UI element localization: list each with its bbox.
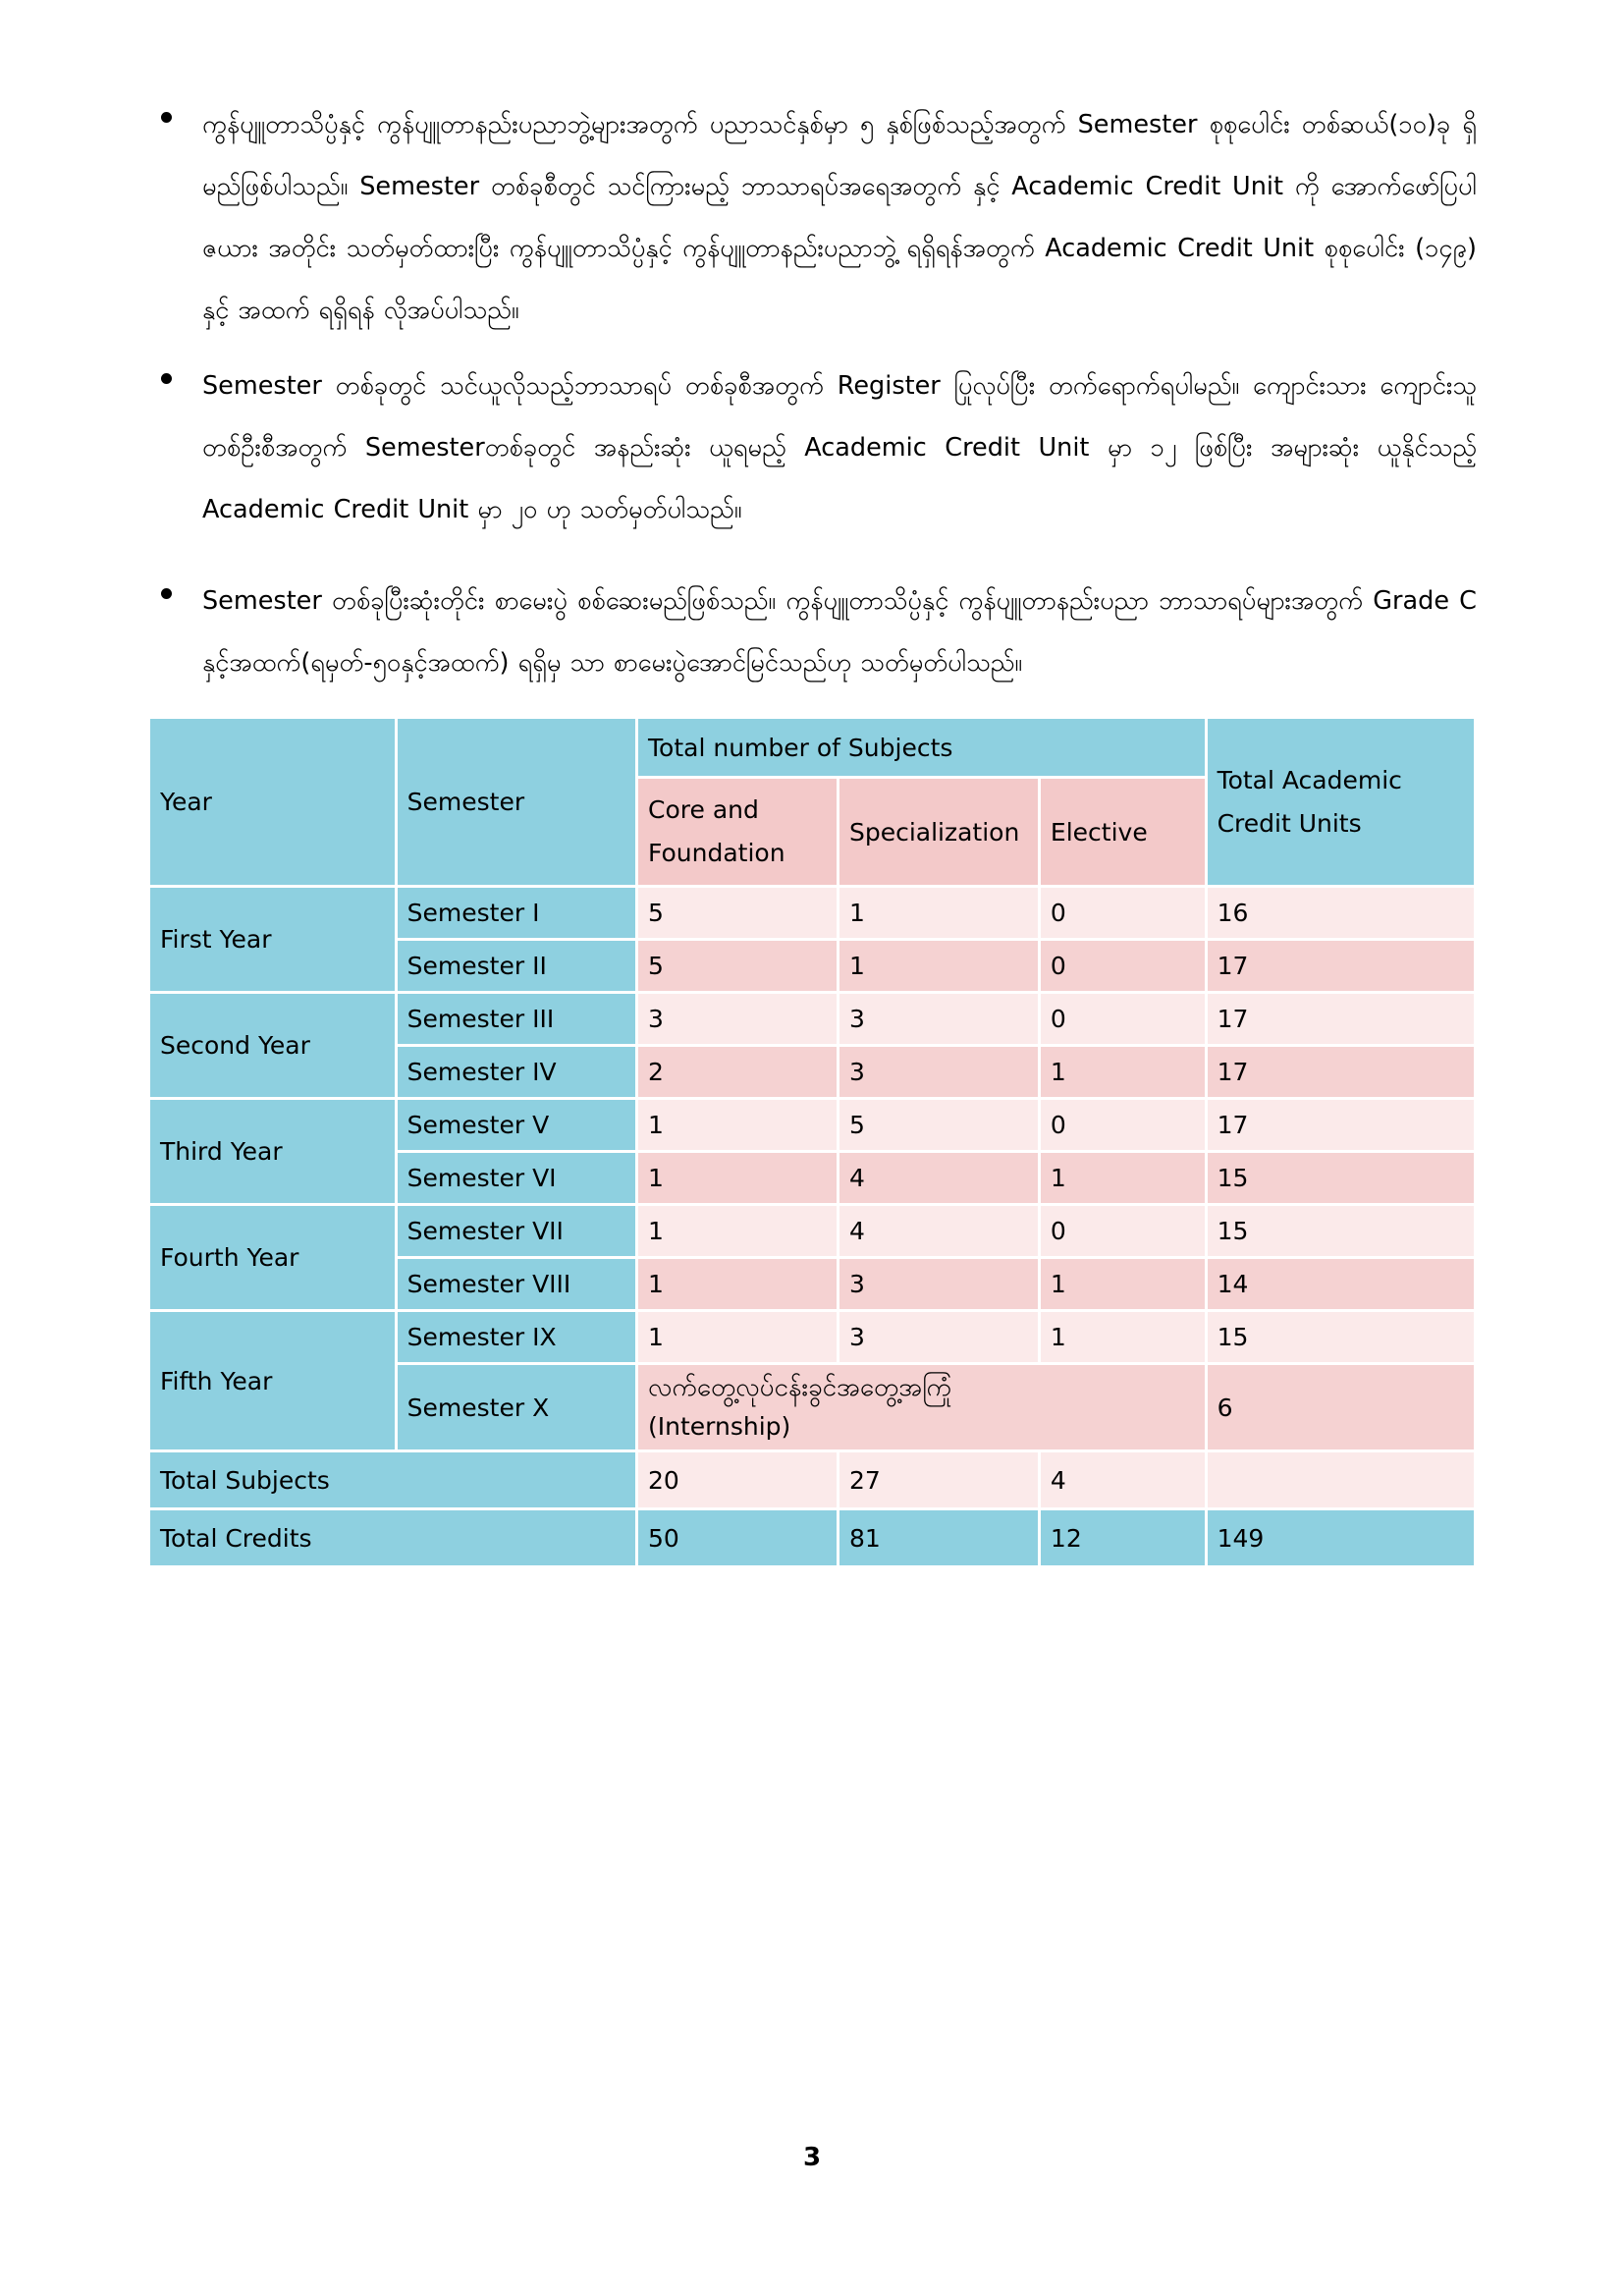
cell-credits: 17 bbox=[1208, 994, 1474, 1044]
table-row-total-credits bbox=[150, 1510, 1474, 1565]
cell-total-credits-label: Total Credits bbox=[150, 1510, 635, 1565]
list-item bbox=[147, 571, 1477, 694]
table-header bbox=[150, 719, 1474, 885]
cell-total-subjects-specialization: 27 bbox=[839, 1452, 1038, 1507]
cell-semester: Semester IX bbox=[398, 1312, 635, 1362]
header-total-number-of-subjects: Total number of Subjects bbox=[638, 719, 1205, 776]
cell-year: Second Year bbox=[150, 994, 395, 1097]
cell-specialization: 4 bbox=[839, 1153, 1038, 1203]
list-item bbox=[147, 355, 1477, 541]
cell-core: 1 bbox=[638, 1100, 837, 1150]
header-elective: Elective bbox=[1041, 779, 1205, 885]
credit-structure-table bbox=[147, 716, 1477, 1568]
cell-elective: 1 bbox=[1041, 1259, 1205, 1309]
cell-semester: Semester III bbox=[398, 994, 635, 1044]
credit-structure-table-wrapper bbox=[147, 716, 1477, 1568]
cell-specialization: 3 bbox=[839, 1312, 1038, 1362]
cell-specialization: 5 bbox=[839, 1100, 1038, 1150]
cell-elective: 1 bbox=[1041, 1047, 1205, 1097]
table-row bbox=[150, 1312, 1474, 1362]
cell-year: Third Year bbox=[150, 1100, 395, 1203]
table-row bbox=[150, 888, 1474, 938]
header-total-credit-units-line1: Total Academic bbox=[1217, 765, 1402, 794]
cell-elective: 0 bbox=[1041, 1100, 1205, 1150]
cell-year: Fourth Year bbox=[150, 1206, 395, 1309]
header-specialization: Specialization bbox=[839, 779, 1038, 885]
cell-elective: 0 bbox=[1041, 888, 1205, 938]
cell-credits: 14 bbox=[1208, 1259, 1474, 1309]
list-item bbox=[147, 94, 1477, 342]
cell-credits: 16 bbox=[1208, 888, 1474, 938]
cell-specialization: 4 bbox=[839, 1206, 1038, 1256]
paragraph-registration-credits: Semester တစ်ခုတွင် သင်ယူလိုသည့်ဘာသာရပ် တစ်ခုစီအတွက် Register ပြုလုပ်ပြီး တက်ရောက်ရပါမည်။ ကျောင်းသား ကျောင်းသူတစ်ဦးစီအတွက် Semesterတစ်ခုတွင် အနည်းဆုံး ယူရမည့် Academic Credit Unit မှာ ၁၂ ဖြစ်ပြီး အများဆုံး ယူနိုင်သည့် Academic Credit Unit မှာ ၂၀ ဟု သတ်မှတ်ပါသည်။ bbox=[202, 371, 1477, 524]
cell-credits: 15 bbox=[1208, 1153, 1474, 1203]
cell-total-subjects-core: 20 bbox=[638, 1452, 837, 1507]
table-row bbox=[150, 994, 1474, 1044]
cell-core: 5 bbox=[638, 941, 837, 991]
cell-semester: Semester X bbox=[398, 1365, 635, 1449]
header-total-academic-credit-units bbox=[1208, 719, 1474, 885]
cell-total-subjects-credits bbox=[1208, 1452, 1474, 1507]
cell-credits: 15 bbox=[1208, 1206, 1474, 1256]
cell-elective: 0 bbox=[1041, 1206, 1205, 1256]
cell-credits: 17 bbox=[1208, 1100, 1474, 1150]
cell-core: 5 bbox=[638, 888, 837, 938]
cell-semester: Semester V bbox=[398, 1100, 635, 1150]
cell-elective: 1 bbox=[1041, 1312, 1205, 1362]
cell-semester: Semester II bbox=[398, 941, 635, 991]
cell-core: 1 bbox=[638, 1206, 837, 1256]
cell-total-credits-core: 50 bbox=[638, 1510, 837, 1565]
header-core-line1: Core and bbox=[648, 795, 759, 824]
bullet-point-icon bbox=[161, 373, 172, 384]
cell-core: 1 bbox=[638, 1259, 837, 1309]
cell-year: First Year bbox=[150, 888, 395, 991]
header-core-line2: Foundation bbox=[648, 839, 785, 867]
paragraph-semester-overview: ကွန်ပျူတာသိပ္ပံနှင့် ကွန်ပျူတာနည်းပညာဘွဲ့များအတွက် ပညာသင်နှစ်မှာ ၅ နှစ်ဖြစ်သည့်အတွက် Semester စုစုပေါင်း တစ်ဆယ်(၁၀)ခု ရှိမည်ဖြစ်ပါသည်။ Semester တစ်ခုစီတွင် သင်ကြားမည့် ဘာသာရပ်အရေအတွက် နှင့် Academic Credit Unit ကို အောက်ဖော်ပြပါဇယား အတိုင်း သတ်မှတ်ထားပြီး ကွန်ပျူတာသိပ္ပံနှင့် ကွန်ပျူတာနည်းပညာဘွဲ့ ရရှိရန်အတွက် Academic Credit Unit စုစုပေါင်း (၁၄၉) နှင့် အထက် ရရှိရန် လိုအပ်ပါသည်။ bbox=[202, 110, 1477, 325]
cell-core: 1 bbox=[638, 1312, 837, 1362]
cell-specialization: 3 bbox=[839, 1047, 1038, 1097]
header-total-credit-units-line2: Credit Units bbox=[1217, 808, 1362, 838]
cell-total-subjects-elective: 4 bbox=[1041, 1452, 1205, 1507]
cell-total-credits-grand-total: 149 bbox=[1208, 1510, 1474, 1565]
header-core-and-foundation bbox=[638, 779, 837, 885]
cell-semester: Semester VII bbox=[398, 1206, 635, 1256]
cell-elective: 1 bbox=[1041, 1153, 1205, 1203]
cell-semester: Semester IV bbox=[398, 1047, 635, 1097]
bullet-point-icon bbox=[161, 112, 172, 123]
cell-specialization: 1 bbox=[839, 888, 1038, 938]
cell-specialization: 3 bbox=[839, 1259, 1038, 1309]
cell-internship bbox=[638, 1365, 1205, 1449]
cell-specialization: 3 bbox=[839, 994, 1038, 1044]
cell-core: 2 bbox=[638, 1047, 837, 1097]
table-body bbox=[150, 888, 1474, 1565]
cell-semester: Semester VI bbox=[398, 1153, 635, 1203]
header-semester: Semester bbox=[398, 719, 635, 885]
cell-specialization: 1 bbox=[839, 941, 1038, 991]
cell-core: 1 bbox=[638, 1153, 837, 1203]
header-year: Year bbox=[150, 719, 395, 885]
internship-label-english: (Internship) bbox=[648, 1412, 791, 1441]
cell-core: 3 bbox=[638, 994, 837, 1044]
cell-total-subjects-label: Total Subjects bbox=[150, 1452, 635, 1507]
cell-elective: 0 bbox=[1041, 994, 1205, 1044]
cell-total-credits-specialization: 81 bbox=[839, 1510, 1038, 1565]
table-row-total-subjects bbox=[150, 1452, 1474, 1507]
cell-year: Fifth Year bbox=[150, 1312, 395, 1449]
internship-label-myanmar: လက်တွေ့လုပ်ငန်းခွင်အတွေ့အကြုံ bbox=[648, 1373, 951, 1402]
cell-elective: 0 bbox=[1041, 941, 1205, 991]
cell-credits: 17 bbox=[1208, 941, 1474, 991]
paragraph-exam-grade: Semester တစ်ခုပြီးဆုံးတိုင်း စာမေးပွဲ စစ်ဆေးမည်ဖြစ်သည်။ ကွန်ပျူတာသိပ္ပံနှင့် ကွန်ပျူတာနည်းပညာ ဘာသာရပ်များအတွက် Grade C နှင့်အထက်(ရမှတ်-၅၀နှင့်အထက်) ရရှိမှ သာ စာမေးပွဲအောင်မြင်သည်ဟု သတ်မှတ်ပါသည်။ bbox=[202, 586, 1477, 678]
cell-credits: 15 bbox=[1208, 1312, 1474, 1362]
table-row bbox=[150, 1206, 1474, 1256]
cell-total-credits-elective: 12 bbox=[1041, 1510, 1205, 1565]
bullet-list bbox=[147, 94, 1477, 694]
cell-semester: Semester VIII bbox=[398, 1259, 635, 1309]
cell-credits: 6 bbox=[1208, 1365, 1474, 1449]
table-row bbox=[150, 1100, 1474, 1150]
bullet-point-icon bbox=[161, 588, 172, 599]
table-header-row-1 bbox=[150, 719, 1474, 776]
page-number: 3 bbox=[802, 2143, 822, 2172]
cell-semester: Semester I bbox=[398, 888, 635, 938]
cell-credits: 17 bbox=[1208, 1047, 1474, 1097]
